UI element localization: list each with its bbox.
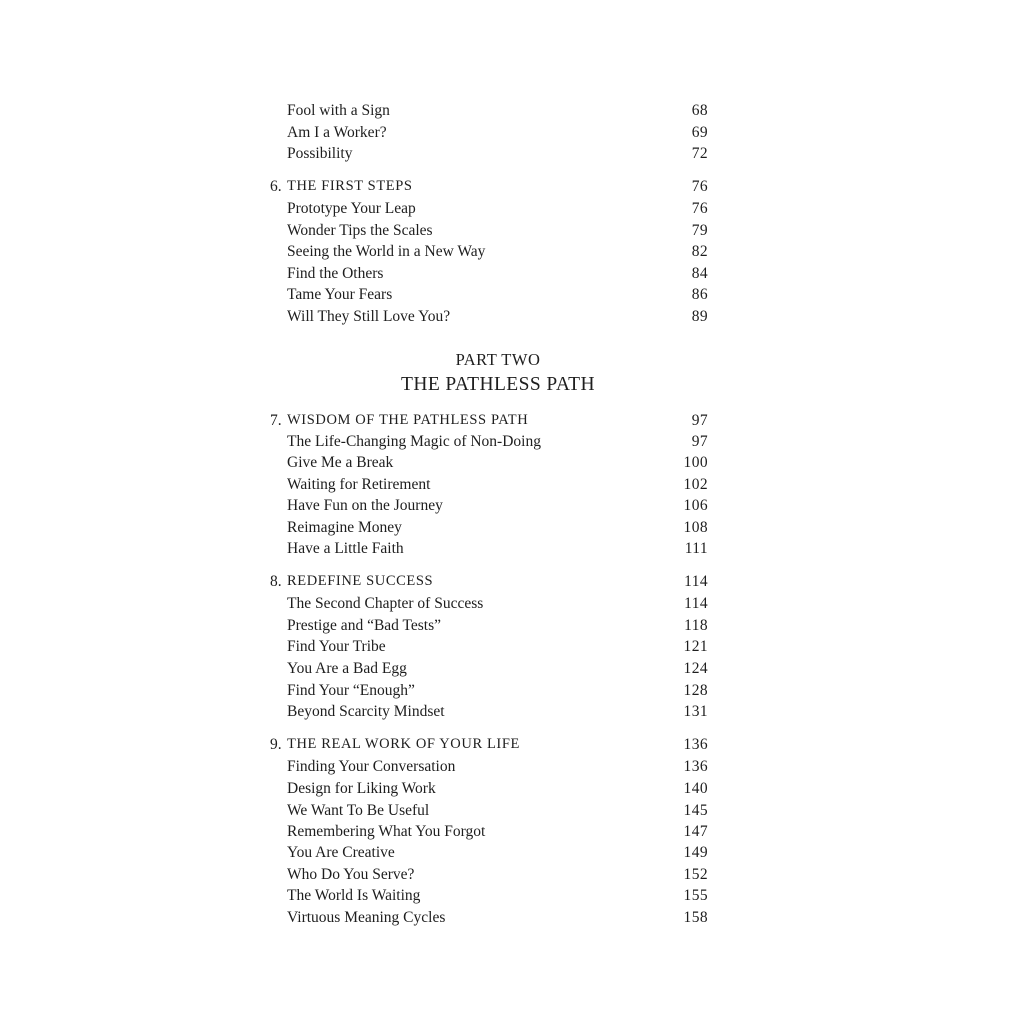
toc-section-row bbox=[0, 122, 1024, 144]
page-number: 155 bbox=[683, 887, 708, 904]
page-number: 82 bbox=[691, 243, 708, 260]
page-number: 136 bbox=[683, 758, 708, 775]
toc-section-row bbox=[0, 885, 1024, 907]
part-label: PART TWO bbox=[455, 350, 541, 369]
chapter-title: WISDOM OF THE PATHLESS PATH bbox=[287, 412, 529, 428]
toc-section-row bbox=[0, 143, 1024, 165]
chapter-number: 8. bbox=[270, 573, 282, 590]
chapter-title: THE FIRST STEPS bbox=[287, 178, 413, 194]
section-title: Waiting for Retirement bbox=[287, 476, 431, 493]
section-title: Fool with a Sign bbox=[287, 102, 390, 119]
chapter-title: THE REAL WORK OF YOUR LIFE bbox=[287, 736, 520, 752]
toc-section-row bbox=[0, 474, 1024, 496]
toc-section-row bbox=[0, 593, 1024, 615]
toc-section-row bbox=[0, 431, 1024, 453]
page-number: 76 bbox=[691, 178, 708, 195]
page-number: 131 bbox=[683, 703, 708, 720]
chapter-title: REDEFINE SUCCESS bbox=[287, 573, 434, 589]
toc-section-row bbox=[0, 680, 1024, 702]
page-number: 121 bbox=[683, 638, 708, 655]
chapter-number: 6. bbox=[270, 178, 282, 195]
chapter-number: 7. bbox=[270, 412, 282, 429]
toc-section-row bbox=[0, 538, 1024, 560]
toc-section-row bbox=[0, 756, 1024, 778]
section-title: Remembering What You Forgot bbox=[287, 823, 486, 840]
toc-section-row bbox=[0, 842, 1024, 864]
chapter-number: 9. bbox=[270, 736, 282, 753]
page-number: 76 bbox=[691, 200, 708, 217]
toc-chapter-row bbox=[0, 571, 1024, 593]
section-title: We Want To Be Useful bbox=[287, 802, 430, 819]
toc-section-row bbox=[0, 220, 1024, 242]
section-title: Possibility bbox=[287, 145, 353, 162]
section-title: The Second Chapter of Success bbox=[287, 595, 484, 612]
toc-section-row bbox=[0, 778, 1024, 800]
section-title: Who Do You Serve? bbox=[287, 866, 415, 883]
section-title: Will They Still Love You? bbox=[287, 308, 451, 325]
section-title: Prototype Your Leap bbox=[287, 200, 416, 217]
section-title: Virtuous Meaning Cycles bbox=[287, 909, 446, 926]
toc-chapter-row bbox=[0, 734, 1024, 756]
section-title: You Are a Bad Egg bbox=[287, 660, 407, 677]
section-title: Have a Little Faith bbox=[287, 540, 404, 557]
toc-section-row bbox=[0, 821, 1024, 843]
page-number: 152 bbox=[683, 866, 708, 883]
section-title: Find Your “Enough” bbox=[287, 682, 415, 699]
page-number: 102 bbox=[683, 476, 708, 493]
section-title: Give Me a Break bbox=[287, 454, 394, 471]
section-title: You Are Creative bbox=[287, 844, 395, 861]
page-number: 136 bbox=[683, 736, 708, 753]
section-title: Design for Liking Work bbox=[287, 780, 436, 797]
page-number: 106 bbox=[683, 497, 708, 514]
toc-section-row bbox=[0, 100, 1024, 122]
page-number: 114 bbox=[684, 595, 708, 612]
toc-section-row bbox=[0, 658, 1024, 680]
page-number: 118 bbox=[684, 617, 708, 634]
toc-section-row bbox=[0, 284, 1024, 306]
page-number: 97 bbox=[691, 412, 708, 429]
section-title: Tame Your Fears bbox=[287, 286, 393, 303]
toc-chapter-row bbox=[0, 410, 1024, 432]
page-number: 145 bbox=[683, 802, 708, 819]
section-title: Wonder Tips the Scales bbox=[287, 222, 433, 239]
toc-section-row bbox=[0, 306, 1024, 328]
toc-section-row bbox=[0, 517, 1024, 539]
part-title: THE PATHLESS PATH bbox=[401, 374, 595, 395]
section-title: The World Is Waiting bbox=[287, 887, 421, 904]
page-number: 108 bbox=[683, 519, 708, 536]
toc-section-row bbox=[0, 495, 1024, 517]
section-title: Find the Others bbox=[287, 265, 384, 282]
toc-chapter-row bbox=[0, 176, 1024, 198]
page-number: 124 bbox=[683, 660, 708, 677]
toc-section-row bbox=[0, 615, 1024, 637]
toc-section-row bbox=[0, 198, 1024, 220]
toc-section-row bbox=[0, 452, 1024, 474]
section-title: Find Your Tribe bbox=[287, 638, 386, 655]
section-title: The Life-Changing Magic of Non-Doing bbox=[287, 433, 541, 450]
toc-section-row bbox=[0, 263, 1024, 285]
toc-section-row bbox=[0, 701, 1024, 723]
section-title: Prestige and “Bad Tests” bbox=[287, 617, 442, 634]
toc-section-row bbox=[0, 241, 1024, 263]
page-number: 68 bbox=[691, 102, 708, 119]
toc-section-row bbox=[0, 864, 1024, 886]
page-number: 97 bbox=[691, 433, 708, 450]
page-number: 147 bbox=[683, 823, 708, 840]
page-number: 86 bbox=[691, 286, 708, 303]
page-number: 84 bbox=[691, 265, 708, 282]
section-title: Have Fun on the Journey bbox=[287, 497, 443, 514]
toc-section-row bbox=[0, 800, 1024, 822]
page-number: 79 bbox=[691, 222, 708, 239]
page-number: 114 bbox=[684, 573, 708, 590]
toc-section-row bbox=[0, 636, 1024, 658]
page-number: 111 bbox=[684, 540, 708, 557]
page-number: 158 bbox=[683, 909, 708, 926]
page-number: 149 bbox=[683, 844, 708, 861]
page-number: 72 bbox=[691, 145, 708, 162]
section-title: Seeing the World in a New Way bbox=[287, 243, 486, 260]
toc-section-row bbox=[0, 907, 1024, 929]
section-title: Finding Your Conversation bbox=[287, 758, 456, 775]
section-title: Reimagine Money bbox=[287, 519, 402, 536]
section-title: Beyond Scarcity Mindset bbox=[287, 703, 445, 720]
page-number: 89 bbox=[691, 308, 708, 325]
page-number: 128 bbox=[683, 682, 708, 699]
section-title: Am I a Worker? bbox=[287, 124, 387, 141]
page-number: 140 bbox=[683, 780, 708, 797]
page-number: 100 bbox=[683, 454, 708, 471]
page-number: 69 bbox=[691, 124, 708, 141]
